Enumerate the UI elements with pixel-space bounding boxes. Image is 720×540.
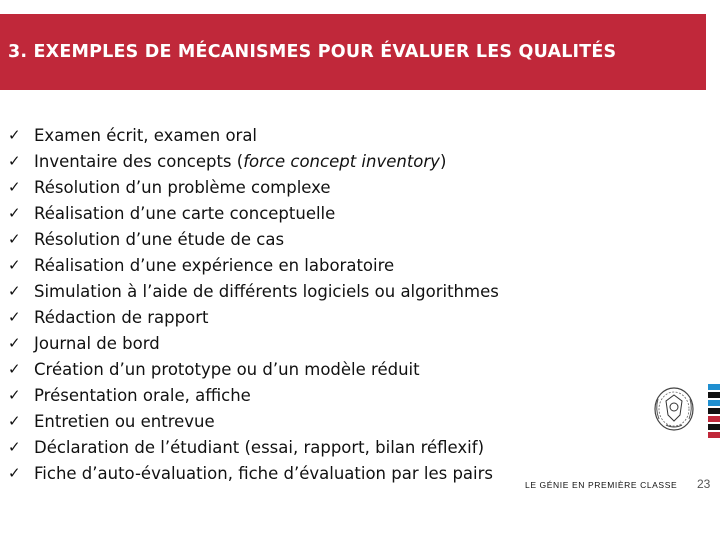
check-icon: ✓ bbox=[8, 386, 21, 404]
list-item: ✓ Résolution d’une étude de cas bbox=[8, 229, 285, 249]
color-stripes-icon bbox=[708, 384, 720, 440]
crest-logo-icon bbox=[652, 385, 696, 433]
list-item: ✓ Fiche d’auto-évaluation, fiche d’évaluation par les pairs bbox=[8, 463, 493, 483]
check-icon: ✓ bbox=[8, 282, 21, 300]
check-icon: ✓ bbox=[8, 308, 21, 326]
evaluation-mechanisms-list bbox=[8, 122, 499, 486]
check-icon: ✓ bbox=[8, 204, 21, 222]
page-number: 23 bbox=[697, 477, 711, 491]
check-icon: ✓ bbox=[8, 152, 21, 170]
list-item: ✓ Rédaction de rapport bbox=[8, 307, 209, 327]
check-icon: ✓ bbox=[8, 256, 21, 274]
footer-tagline: LE GÉNIE EN PREMIÈRE CLASSE bbox=[525, 480, 678, 490]
title-banner bbox=[0, 14, 706, 90]
check-icon: ✓ bbox=[8, 412, 21, 430]
list-item: ✓ Simulation à l’aide de différents logiciels ou algorithmes bbox=[8, 281, 499, 301]
check-icon: ✓ bbox=[8, 360, 21, 378]
list-item: ✓ Journal de bord bbox=[8, 333, 160, 353]
list-item: ✓ Examen écrit, examen oral bbox=[8, 125, 258, 145]
slide-title: 3. EXEMPLES DE MÉCANISMES POUR ÉVALUER LES QUALITÉS bbox=[8, 42, 617, 62]
list-item: ✓ Inventaire des concepts (force concept inventory) bbox=[8, 151, 447, 171]
list-item: ✓ Réalisation d’une carte conceptuelle bbox=[8, 203, 336, 223]
check-icon: ✓ bbox=[8, 126, 21, 144]
check-icon: ✓ bbox=[8, 464, 21, 482]
list-item: ✓ Déclaration de l’étudiant (essai, rapport, bilan réflexif) bbox=[8, 437, 485, 457]
list-item: ✓ Réalisation d’une expérience en laboratoire bbox=[8, 255, 395, 275]
list-item: ✓ Résolution d’un problème complexe bbox=[8, 177, 331, 197]
list-item: ✓ Création d’un prototype ou d’un modèle réduit bbox=[8, 359, 420, 379]
list-item: ✓ Entretien ou entrevue bbox=[8, 411, 215, 431]
check-icon: ✓ bbox=[8, 230, 21, 248]
list-item: ✓ Présentation orale, affiche bbox=[8, 385, 251, 405]
check-icon: ✓ bbox=[8, 334, 21, 352]
check-icon: ✓ bbox=[8, 178, 21, 196]
check-icon: ✓ bbox=[8, 438, 21, 456]
